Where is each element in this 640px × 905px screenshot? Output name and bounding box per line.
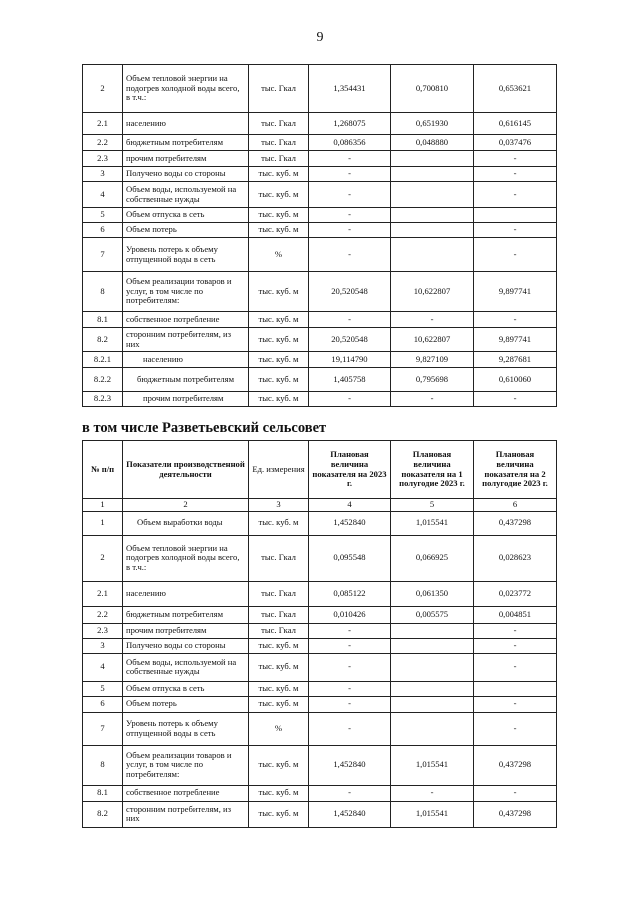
bottom-table-body [83,511,557,827]
table-row [83,696,557,712]
bottom-data-table [82,440,557,828]
cell-v3: - [474,238,557,272]
cell-name: населению [123,113,249,135]
cell-name: Объем воды, используемой на собственные нужды [123,653,249,681]
table-row [83,65,557,113]
cell-num: 8.2.3 [83,392,123,407]
header-name: Показатели производственной деятельности [123,441,249,499]
cell-v2 [391,238,474,272]
cell-num: 2.3 [83,151,123,167]
cell-num: 4 [83,653,123,681]
cell-v3: - [474,167,557,182]
cell-v2 [391,638,474,653]
cell-v1: 0,086356 [309,135,391,151]
header-v3: Плановая величина показателя на 2 полугодие 2023 г. [474,441,557,499]
cell-v1: 19,114790 [309,352,391,368]
table-row [83,272,557,312]
page-number: 9 [316,30,324,45]
cell-name: Уровень потерь к объему отпущенной воды в сеть [123,238,249,272]
cell-v2 [391,182,474,208]
cell-v1: - [309,638,391,653]
cell-v3: - [474,696,557,712]
cell-unit: тыс. куб. м [249,272,309,312]
cell-num: 2 [83,535,123,581]
cell-v3: 9,897741 [474,328,557,352]
cell-v3: 0,437298 [474,801,557,827]
top-table-body [83,65,557,407]
cell-v2 [391,681,474,696]
cell-unit: тыс. куб. м [249,653,309,681]
cell-unit: тыс. куб. м [249,785,309,801]
cell-v3: 0,437298 [474,511,557,535]
cell-v2 [391,208,474,223]
cell-v2: 0,066925 [391,535,474,581]
cell-v3: - [474,182,557,208]
cell-v2: 10,622807 [391,272,474,312]
cell-unit: тыс. куб. м [249,696,309,712]
cell-name: населению [123,352,249,368]
cell-name: Объем отпуска в сеть [123,681,249,696]
index-cell: 4 [309,499,391,512]
cell-v3: - [474,785,557,801]
cell-name: Объем тепловой энергии на подогрев холодной воды всего, в т.ч.: [123,535,249,581]
cell-v2: 0,700810 [391,65,474,113]
cell-unit: % [249,238,309,272]
cell-v3 [474,208,557,223]
cell-unit: тыс. куб. м [249,328,309,352]
cell-v1: 0,010426 [309,606,391,623]
cell-unit: тыс. Гкал [249,135,309,151]
table-row [83,368,557,392]
cell-num: 6 [83,696,123,712]
table-row [83,328,557,352]
index-cell: 1 [83,499,123,512]
cell-num: 2 [83,65,123,113]
table-row [83,712,557,745]
cell-num: 8.2.1 [83,352,123,368]
table-row [83,535,557,581]
cell-v3: 0,004851 [474,606,557,623]
cell-v1: - [309,696,391,712]
table-row [83,352,557,368]
cell-v2: 0,061350 [391,581,474,606]
cell-num: 8.2 [83,801,123,827]
cell-v2: 0,005575 [391,606,474,623]
cell-v3: - [474,712,557,745]
cell-name: населению [123,581,249,606]
cell-v1: 1,354431 [309,65,391,113]
table-row [83,392,557,407]
table-row [83,745,557,785]
cell-v2 [391,167,474,182]
cell-unit: тыс. куб. м [249,745,309,785]
cell-name: Объем воды, используемой на собственные нужды [123,182,249,208]
header-v2: Плановая величина показателя на 1 полугодие 2023 г. [391,441,474,499]
cell-unit: тыс. куб. м [249,352,309,368]
header-unit: Ед. измерения [249,441,309,499]
cell-name: бюджетным потребителям [123,368,249,392]
cell-unit: тыс. Гкал [249,623,309,638]
cell-v1: - [309,392,391,407]
cell-v2 [391,151,474,167]
cell-v2: 9,827109 [391,352,474,368]
cell-num: 2.1 [83,113,123,135]
cell-v1: - [309,681,391,696]
cell-v1: 1,268075 [309,113,391,135]
cell-v2: 1,015541 [391,511,474,535]
cell-num: 8.2.2 [83,368,123,392]
cell-v3: - [474,653,557,681]
header-num: № п/п [83,441,123,499]
cell-unit: тыс. Гкал [249,65,309,113]
cell-v1: - [309,167,391,182]
cell-v1: - [309,182,391,208]
cell-v2: 1,015541 [391,745,474,785]
cell-num: 2.2 [83,606,123,623]
cell-v1: - [309,785,391,801]
cell-name: бюджетным потребителям [123,135,249,151]
table-row [83,182,557,208]
header-v1: Плановая величина показателя на 2023 г. [309,441,391,499]
cell-v1: 1,452840 [309,511,391,535]
cell-num: 8 [83,745,123,785]
cell-v1: 0,085122 [309,581,391,606]
cell-v3: 9,287681 [474,352,557,368]
cell-num: 2.1 [83,581,123,606]
index-cell: 5 [391,499,474,512]
table-row [83,785,557,801]
cell-name: прочим потребителям [123,392,249,407]
cell-v3: - [474,151,557,167]
cell-num: 2.2 [83,135,123,151]
cell-name: прочим потребителям [123,151,249,167]
table-row [83,312,557,328]
cell-num: 2.3 [83,623,123,638]
cell-v2: - [391,785,474,801]
cell-unit: тыс. куб. м [249,392,309,407]
table-row [83,681,557,696]
cell-name: Объем потерь [123,696,249,712]
cell-name: Объем реализации товаров и услуг, в том числе по потребителям: [123,272,249,312]
cell-v1: - [309,151,391,167]
table-row [83,223,557,238]
table-row [83,238,557,272]
table-row [83,581,557,606]
cell-name: Получено воды со стороны [123,167,249,182]
cell-v3: - [474,392,557,407]
table-row [83,151,557,167]
cell-num: 7 [83,238,123,272]
cell-num: 5 [83,681,123,696]
cell-v2 [391,696,474,712]
table-row [83,653,557,681]
cell-num: 1 [83,511,123,535]
cell-num: 8 [83,272,123,312]
cell-v1: - [309,712,391,745]
table-row [83,638,557,653]
table-row [83,113,557,135]
cell-num: 8.2 [83,328,123,352]
cell-name: Объем тепловой энергии на подогрев холодной воды всего, в т.ч.: [123,65,249,113]
cell-name: прочим потребителям [123,623,249,638]
cell-v2: 0,048880 [391,135,474,151]
cell-unit: тыс. Гкал [249,535,309,581]
top-data-table [82,64,557,407]
index-row [83,499,557,512]
cell-v3: 9,897741 [474,272,557,312]
cell-v1: 0,095548 [309,535,391,581]
cell-v3: - [474,223,557,238]
cell-name: собственное потребление [123,312,249,328]
index-cell: 3 [249,499,309,512]
cell-num: 3 [83,167,123,182]
cell-v1: - [309,312,391,328]
section-subtitle: в том числе Разветьевский сельсовет [82,420,327,436]
cell-v2: - [391,312,474,328]
cell-v1: 1,452840 [309,801,391,827]
cell-v3: 0,610060 [474,368,557,392]
cell-unit: тыс. куб. м [249,638,309,653]
cell-v2: 0,795698 [391,368,474,392]
table-row [83,801,557,827]
cell-num: 8.1 [83,785,123,801]
cell-name: сторонним потребителям, из них [123,328,249,352]
cell-unit: тыс. куб. м [249,223,309,238]
cell-v1: 1,452840 [309,745,391,785]
cell-num: 4 [83,182,123,208]
cell-unit: % [249,712,309,745]
cell-v2 [391,223,474,238]
cell-v1: 20,520548 [309,272,391,312]
table-row [83,208,557,223]
cell-v1: 20,520548 [309,328,391,352]
cell-v2 [391,653,474,681]
cell-unit: тыс. Гкал [249,113,309,135]
cell-v3: 0,023772 [474,581,557,606]
cell-unit: тыс. куб. м [249,368,309,392]
cell-num: 6 [83,223,123,238]
cell-v2: 0,651930 [391,113,474,135]
cell-v3: 0,616145 [474,113,557,135]
cell-v3: - [474,623,557,638]
cell-name: Объем выработки воды [123,511,249,535]
cell-name: Объем потерь [123,223,249,238]
cell-unit: тыс. куб. м [249,511,309,535]
cell-name: Объем реализации товаров и услуг, в том числе по потребителям: [123,745,249,785]
cell-name: бюджетным потребителям [123,606,249,623]
cell-v1: - [309,653,391,681]
cell-v1: - [309,208,391,223]
cell-name: Объем отпуска в сеть [123,208,249,223]
table-row [83,511,557,535]
table-row [83,167,557,182]
cell-v3: 0,653621 [474,65,557,113]
cell-unit: тыс. куб. м [249,801,309,827]
cell-v1: - [309,238,391,272]
cell-unit: тыс. куб. м [249,182,309,208]
cell-v2: - [391,392,474,407]
cell-name: собственное потребление [123,785,249,801]
cell-name: Получено воды со стороны [123,638,249,653]
cell-v2 [391,712,474,745]
cell-v3: 0,437298 [474,745,557,785]
cell-unit: тыс. куб. м [249,681,309,696]
cell-v2 [391,623,474,638]
cell-v1: - [309,623,391,638]
cell-v3: - [474,312,557,328]
cell-num: 8.1 [83,312,123,328]
index-cell: 2 [123,499,249,512]
cell-v3: - [474,638,557,653]
cell-v3 [474,681,557,696]
cell-v2: 1,015541 [391,801,474,827]
cell-name: сторонним потребителям, из них [123,801,249,827]
index-cell: 6 [474,499,557,512]
cell-unit: тыс. куб. м [249,312,309,328]
cell-unit: тыс. Гкал [249,581,309,606]
cell-unit: тыс. Гкал [249,606,309,623]
cell-name: Уровень потерь к объему отпущенной воды в сеть [123,712,249,745]
header-row [83,441,557,499]
cell-v3: 0,037476 [474,135,557,151]
table-row [83,623,557,638]
cell-v2: 10,622807 [391,328,474,352]
cell-unit: тыс. куб. м [249,167,309,182]
cell-unit: тыс. куб. м [249,208,309,223]
cell-v1: - [309,223,391,238]
table-row [83,606,557,623]
cell-num: 5 [83,208,123,223]
table-row [83,135,557,151]
cell-v3: 0,028623 [474,535,557,581]
cell-num: 3 [83,638,123,653]
cell-v1: 1,405758 [309,368,391,392]
cell-num: 7 [83,712,123,745]
cell-unit: тыс. Гкал [249,151,309,167]
